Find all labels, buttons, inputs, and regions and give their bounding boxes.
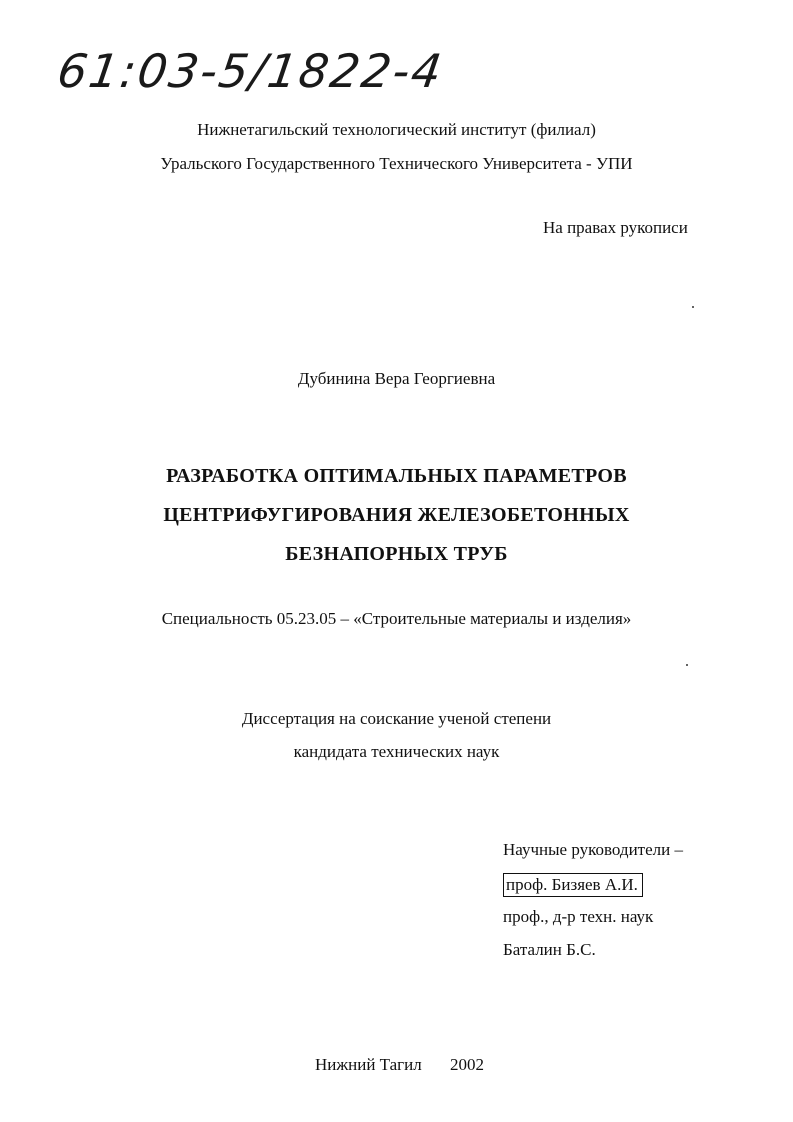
dissertation-line-2: кандидата технических наук (293, 742, 500, 761)
supervisor-first-boxed: проф. Бизяев А.И. (503, 873, 643, 897)
supervisors-heading: Научные руководители – (503, 840, 683, 859)
author-name: Дубинина Вера Георгиевна (297, 369, 496, 388)
specialty-line: Специальность 05.23.05 – «Строительные материалы и изделия» (161, 609, 632, 628)
scan-speck (686, 664, 688, 666)
title-line-2: ЦЕНТРИФУГИРОВАНИЯ ЖЕЛЕЗОБЕТОННЫХ (163, 504, 630, 526)
institute-line-1: Нижнетагильский технологический институт (филиал) (197, 120, 596, 139)
scan-speck (692, 306, 694, 308)
supervisor-second-title: проф., д-р техн. наук (503, 907, 654, 926)
dissertation-line-1: Диссертация на соискание ученой степени (241, 709, 552, 728)
supervisor-second-name: Баталин Б.С. (503, 940, 596, 959)
title-line-3: БЕЗНАПОРНЫХ ТРУБ (285, 543, 508, 565)
supervisor-first (503, 873, 643, 897)
title-line-1: РАЗРАБОТКА ОПТИМАЛЬНЫХ ПАРАМЕТРОВ (166, 465, 627, 487)
year-label: 2002 (450, 1055, 484, 1074)
manuscript-rights-label: На правах рукописи (543, 218, 688, 237)
city-label: Нижний Тагил (315, 1055, 422, 1074)
institute-line-2: Уральского Государственного Технического Университета - УПИ (160, 154, 633, 173)
handwritten-archive-code: 61:03-5/1822-4 (54, 44, 447, 98)
